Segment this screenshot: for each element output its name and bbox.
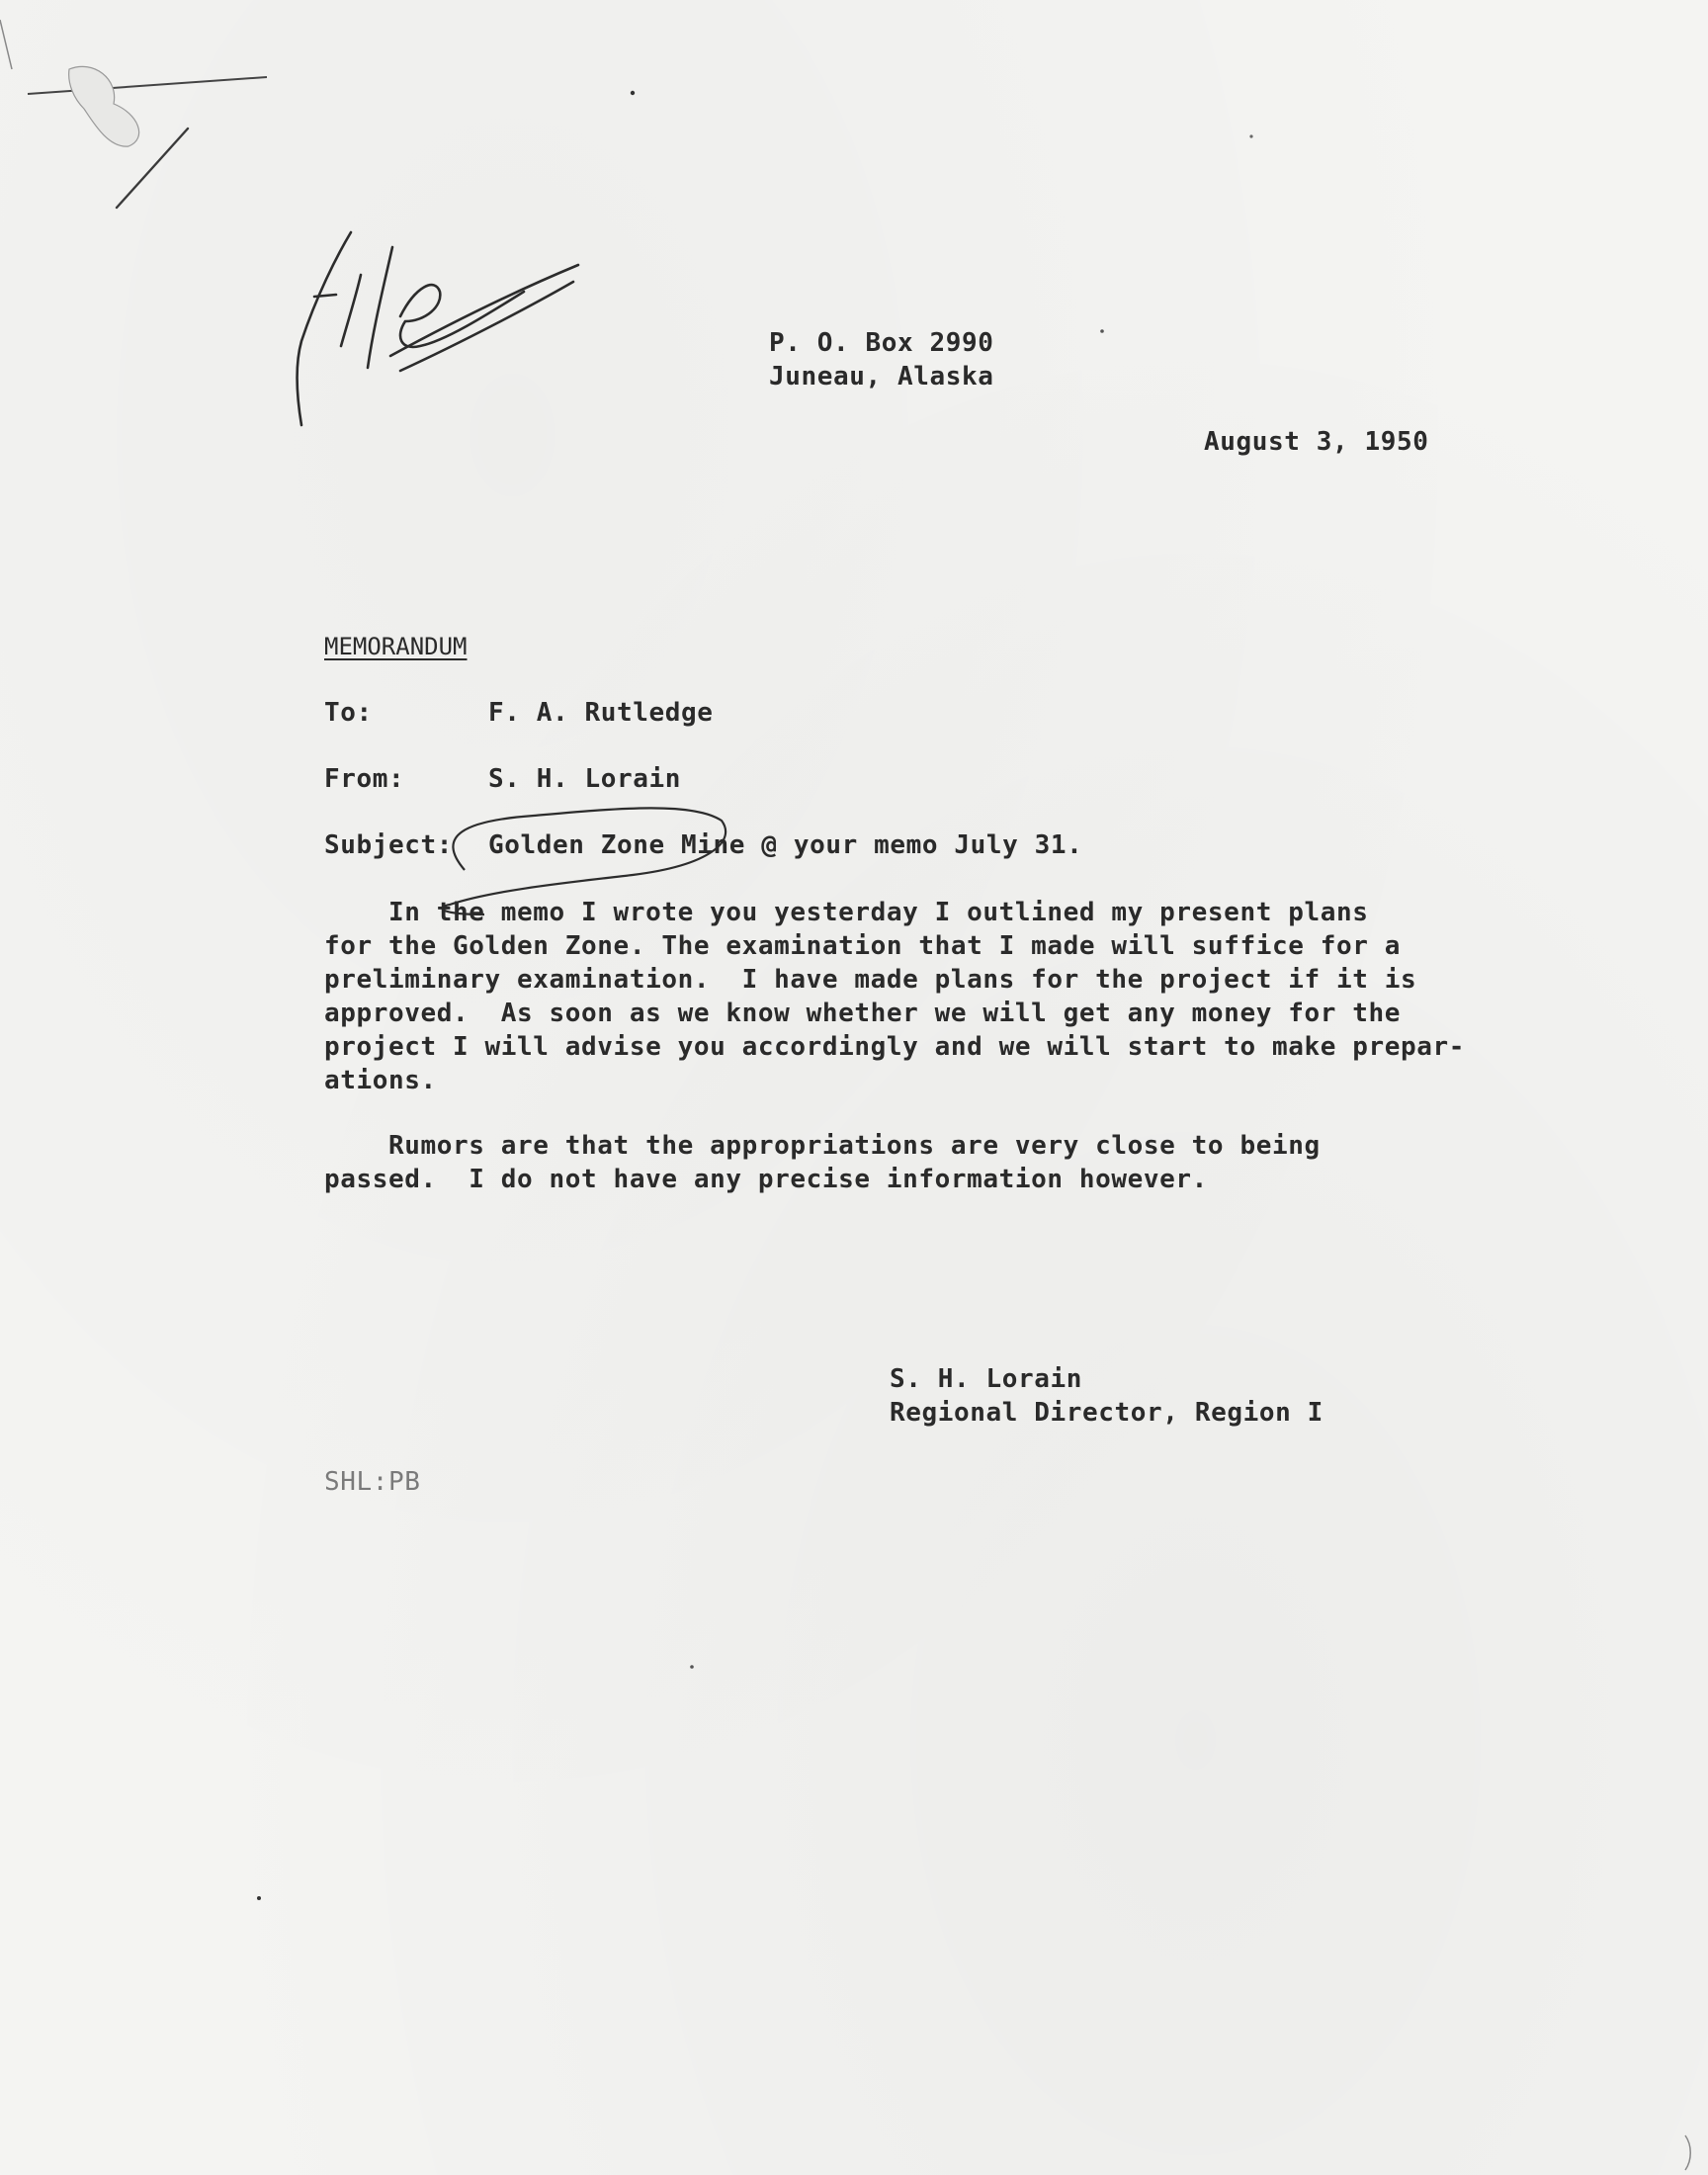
body-line: approved. As soon as we know whether we will get any money for the bbox=[324, 999, 1401, 1028]
from-value: S. H. Lorain bbox=[488, 764, 682, 794]
memo-date: August 3, 1950 bbox=[1204, 427, 1429, 457]
from-label: From: bbox=[324, 764, 405, 794]
body-line: for the Golden Zone. The examination that I made will suffice for a bbox=[324, 931, 1401, 961]
file-handwriting bbox=[297, 232, 578, 425]
subject-value: Golden Zone Mine @ your memo July 31. bbox=[488, 830, 1083, 860]
body-line: ations. bbox=[324, 1066, 437, 1095]
body-line: preliminary examination. I have made plans for the project if it is bbox=[324, 965, 1417, 995]
signature-name: S. H. Lorain bbox=[890, 1364, 1083, 1394]
signature-title: Regional Director, Region I bbox=[890, 1398, 1324, 1428]
subject-label: Subject: bbox=[324, 830, 454, 860]
to-label: To: bbox=[324, 698, 373, 728]
address-line2: Juneau, Alaska bbox=[769, 362, 994, 392]
address-line1: P. O. Box 2990 bbox=[769, 328, 994, 358]
body-line: project I will advise you accordingly and we will start to make prepar- bbox=[324, 1032, 1465, 1062]
body-line: In the memo I wrote you yesterday I outlined my present plans bbox=[324, 898, 1369, 927]
body-line: passed. I do not have any precise information however. bbox=[324, 1165, 1208, 1194]
memo-heading: MEMORANDUM bbox=[324, 633, 468, 660]
to-value: F. A. Rutledge bbox=[488, 698, 714, 728]
body-line: Rumors are that the appropriations are very close to being bbox=[324, 1131, 1321, 1161]
reference-initials: SHL:PB bbox=[324, 1467, 421, 1497]
